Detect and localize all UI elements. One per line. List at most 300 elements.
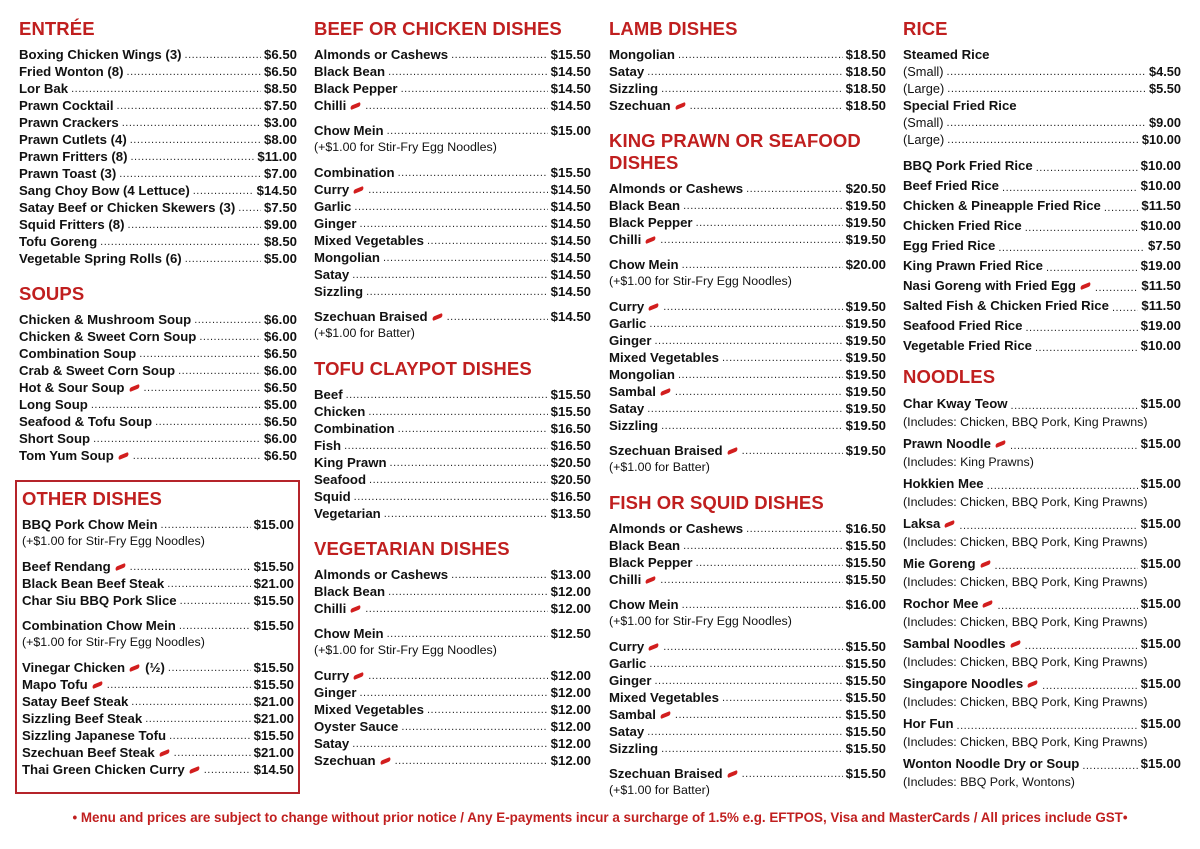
- menu-group: [314, 566, 591, 617]
- item-name-wrap: [19, 345, 136, 362]
- item-name-wrap: [609, 349, 719, 366]
- menu-item: [22, 592, 294, 609]
- menu-item: [314, 735, 591, 752]
- item-name-wrap: [903, 276, 1092, 296]
- item-price: $15.50: [845, 741, 886, 756]
- menu-item: [609, 689, 886, 706]
- menu-item: [903, 394, 1181, 414]
- item-name-wrap: [22, 659, 165, 676]
- item-name-wrap: [609, 332, 652, 349]
- item-price: $12.00: [550, 668, 591, 683]
- item-price: $19.50: [845, 350, 886, 365]
- menu-group: [314, 164, 591, 300]
- item-name-wrap: [19, 182, 190, 199]
- item-name: Lor Bak: [19, 81, 69, 96]
- dot-leader: [346, 388, 548, 403]
- section-title: [609, 130, 886, 174]
- item-price: $15.00: [1140, 636, 1181, 651]
- item-price: $12.00: [550, 601, 591, 616]
- item-price: $14.50: [550, 267, 591, 282]
- item-name-wrap: [314, 420, 395, 437]
- item-name-wrap: [609, 180, 743, 197]
- menu-item: [903, 176, 1181, 196]
- menu-item: [19, 311, 297, 328]
- item-price: $14.50: [550, 98, 591, 113]
- dot-leader: [155, 415, 261, 430]
- item-name-wrap: [609, 63, 644, 80]
- menu-item: [609, 63, 886, 80]
- item-price: $16.50: [550, 489, 591, 504]
- item-price: $19.00: [1140, 258, 1181, 273]
- item-name: Black Bean: [609, 538, 681, 553]
- dot-leader: [130, 560, 251, 575]
- item-name-wrap: [609, 672, 652, 689]
- item-note: (Includes: Chicken, BBQ Pork, King Prawns): [903, 415, 1148, 429]
- menu-item: [609, 256, 886, 273]
- menu-group: [22, 516, 294, 550]
- menu-group: [903, 674, 1181, 711]
- menu-item: [314, 63, 591, 80]
- chili-icon: [995, 441, 1007, 447]
- dot-leader: [1025, 639, 1138, 654]
- chili-icon: [1010, 641, 1022, 647]
- item-name-wrap: [609, 723, 644, 740]
- dot-leader: [174, 746, 251, 761]
- menu-group: [314, 122, 591, 156]
- item-name: Combination Soup: [19, 346, 137, 361]
- dot-leader: [678, 368, 843, 383]
- item-name: Hokkien Mee: [903, 476, 984, 491]
- menu-group: [903, 156, 1181, 356]
- menu-item: [609, 298, 886, 315]
- item-price: $15.00: [1140, 716, 1181, 731]
- dot-leader: [238, 201, 261, 216]
- item-name: Sizzling: [314, 284, 364, 299]
- chili-icon: [129, 665, 141, 671]
- item-price: $6.00: [263, 431, 297, 446]
- item-name: Satay Beef Steak: [22, 694, 129, 709]
- item-price: $19.50: [845, 384, 886, 399]
- item-name-wrap: [903, 714, 954, 734]
- item-name-wrap: [609, 197, 680, 214]
- item-name: Egg Fried Rice: [903, 238, 996, 253]
- item-price: $19.50: [845, 299, 886, 314]
- item-price: $7.00: [263, 166, 297, 181]
- item-price: $4.50: [1148, 64, 1181, 79]
- dot-leader: [352, 268, 547, 283]
- item-name: King Prawn Fried Rice: [903, 258, 1043, 273]
- dot-leader: [398, 422, 548, 437]
- item-name-wrap: [19, 46, 182, 63]
- dot-leader: [204, 763, 251, 778]
- item-price: $18.50: [845, 98, 886, 113]
- item-price: $3.00: [263, 115, 297, 130]
- menu-item: [314, 46, 591, 63]
- menu-item: [19, 80, 297, 97]
- menu-group: [19, 311, 297, 464]
- item-name-wrap: [314, 600, 362, 617]
- item-price: $15.50: [550, 404, 591, 419]
- item-price: $21.00: [253, 745, 294, 760]
- menu-item: [314, 752, 591, 769]
- item-name: Garlic: [314, 199, 352, 214]
- item-name: Nasi Goreng with Fried Egg: [903, 278, 1076, 293]
- chili-icon: [1080, 283, 1092, 289]
- menu-group: [903, 634, 1181, 671]
- item-price: $15.50: [845, 555, 886, 570]
- dot-leader: [360, 217, 548, 232]
- dot-leader: [647, 402, 842, 417]
- item-name: Prawn Fritters (8): [19, 149, 128, 164]
- dot-leader: [722, 691, 843, 706]
- item-name: Satay Beef or Chicken Skewers (3): [19, 200, 236, 215]
- item-price: $8.00: [263, 132, 297, 147]
- dot-leader: [742, 767, 843, 782]
- item-price: $6.50: [263, 448, 297, 463]
- item-price: $6.50: [263, 414, 297, 429]
- menu-item: [903, 674, 1181, 694]
- menu-item: [314, 386, 591, 403]
- item-price: $15.50: [845, 673, 886, 688]
- dot-leader: [678, 48, 843, 63]
- item-name: Garlic: [609, 316, 647, 331]
- dot-leader: [1025, 221, 1138, 236]
- item-name-wrap: [903, 156, 1033, 176]
- chili-icon: [980, 561, 992, 567]
- menu-item: [903, 216, 1181, 236]
- menu-group: [609, 180, 886, 248]
- item-name-wrap: [609, 638, 660, 655]
- dot-leader: [344, 439, 548, 454]
- chili-icon: [727, 771, 739, 777]
- item-name-wrap: [609, 366, 675, 383]
- item-name: Vegetable Fried Rice: [903, 338, 1032, 353]
- menu-item: [314, 403, 591, 420]
- dot-leader: [130, 150, 254, 165]
- menu-item: [19, 216, 297, 233]
- item-name: Ginger: [609, 333, 652, 348]
- item-name: Laksa: [903, 516, 941, 531]
- dot-leader: [169, 729, 251, 744]
- item-name-wrap: [903, 296, 1109, 316]
- section-other-dishes: [15, 480, 300, 794]
- item-name: Char Kway Teow: [903, 396, 1008, 411]
- section-title: VEGETARIAN DISHES: [314, 538, 510, 559]
- item-name: Steamed Rice: [903, 47, 990, 62]
- dot-leader: [957, 719, 1138, 734]
- item-price: $6.00: [263, 329, 297, 344]
- item-note: (+$1.00 for Batter): [609, 783, 710, 797]
- menu-item: [609, 46, 886, 63]
- dot-leader: [1010, 439, 1138, 454]
- dot-leader: [352, 737, 547, 752]
- item-name-wrap: [22, 727, 166, 744]
- item-name: Ginger: [609, 673, 652, 688]
- item-name-wrap: [903, 176, 999, 196]
- item-note: (+$1.00 for Stir-Fry Egg Noodles): [314, 643, 497, 657]
- dot-leader: [649, 657, 842, 672]
- chili-icon: [1027, 681, 1039, 687]
- menu-item: [609, 638, 886, 655]
- item-name: Seafood & Tofu Soup: [19, 414, 153, 429]
- item-name-wrap: [314, 454, 387, 471]
- item-price: $19.50: [845, 316, 886, 331]
- menu-item: [903, 754, 1181, 774]
- dot-leader: [661, 742, 843, 757]
- menu-item: [903, 554, 1181, 574]
- item-name-wrap: [609, 46, 675, 63]
- item-note: (Includes: Chicken, BBQ Pork, King Prawns): [903, 495, 1148, 509]
- menu-item: [314, 249, 591, 266]
- item-note: (Includes: King Prawns): [903, 455, 1034, 469]
- item-name-wrap: [903, 554, 992, 574]
- menu-item: [609, 97, 886, 114]
- item-name: Chicken & Mushroom Soup: [19, 312, 192, 327]
- item-name-wrap: [609, 442, 739, 459]
- item-name: Chicken Fried Rice: [903, 218, 1022, 233]
- item-name: Chicken & Pineapple Fried Rice: [903, 198, 1101, 213]
- item-name-wrap: [903, 474, 984, 494]
- item-name: Long Soup: [19, 397, 88, 412]
- menu-group: [19, 46, 297, 267]
- dot-leader: [995, 559, 1138, 574]
- menu-item: [19, 430, 297, 447]
- item-name: Seafood: [314, 472, 367, 487]
- item-price: $18.50: [845, 64, 886, 79]
- dot-leader: [193, 184, 254, 199]
- item-name-wrap: [314, 283, 363, 300]
- dot-leader: [427, 234, 548, 249]
- menu-item: [609, 672, 886, 689]
- menu-item-heading: [903, 46, 1181, 63]
- item-price: $13.00: [550, 567, 591, 582]
- item-price: $15.50: [253, 618, 294, 633]
- item-price: $16.00: [845, 597, 886, 612]
- item-price: $14.50: [253, 762, 294, 777]
- menu-item: [609, 596, 886, 613]
- item-price: $19.50: [845, 198, 886, 213]
- item-price: $10.00: [1140, 338, 1181, 353]
- item-note: (Includes: Chicken, BBQ Pork, King Prawns): [903, 735, 1148, 749]
- item-price: $19.50: [845, 443, 886, 458]
- item-price: $8.50: [263, 81, 297, 96]
- menu-item: [903, 256, 1181, 276]
- item-name: Chilli: [609, 232, 642, 247]
- dot-leader: [451, 48, 548, 63]
- menu-item: [22, 558, 294, 575]
- item-note: (Includes: Chicken, BBQ Pork, King Prawns): [903, 615, 1148, 629]
- menu-group: [314, 386, 591, 522]
- size-option: [903, 114, 1181, 131]
- menu-item: [314, 583, 591, 600]
- item-name-wrap: [609, 315, 646, 332]
- menu-item: [609, 366, 886, 383]
- menu-item: [609, 417, 886, 434]
- dot-leader: [959, 519, 1137, 534]
- menu-item: [903, 296, 1181, 316]
- item-name-wrap: [19, 97, 114, 114]
- dot-leader: [91, 398, 261, 413]
- item-name-wrap: [903, 754, 1079, 774]
- menu-item: [903, 594, 1181, 614]
- item-name-wrap: [19, 131, 127, 148]
- dot-leader: [1002, 181, 1138, 196]
- item-price: $9.00: [1148, 115, 1181, 130]
- menu-item: [19, 379, 297, 396]
- dot-leader: [360, 686, 548, 701]
- item-name-wrap: [19, 63, 124, 80]
- chili-icon: [118, 453, 130, 459]
- item-name: Chilli: [609, 572, 642, 587]
- menu-item: [609, 214, 886, 231]
- item-name: Chilli: [314, 601, 347, 616]
- item-name-wrap: [903, 196, 1101, 216]
- item-price: $15.50: [845, 766, 886, 781]
- item-price: $16.50: [845, 521, 886, 536]
- menu-item: [609, 231, 886, 248]
- dot-leader: [178, 364, 261, 379]
- menu-item: [314, 181, 591, 198]
- menu-item: [22, 659, 294, 676]
- item-name-wrap: [609, 596, 679, 613]
- dot-leader: [746, 522, 843, 537]
- item-price: $20.50: [550, 472, 591, 487]
- dot-leader: [661, 419, 843, 434]
- item-name-wrap: [314, 97, 362, 114]
- item-price: $15.50: [550, 47, 591, 62]
- item-price: $14.50: [550, 284, 591, 299]
- menu-column-1: [19, 18, 297, 810]
- item-name: Seafood Fried Rice: [903, 318, 1023, 333]
- menu-group: [903, 474, 1181, 511]
- menu-group: [903, 514, 1181, 551]
- dot-leader: [683, 539, 843, 554]
- item-price: $8.50: [263, 234, 297, 249]
- dot-leader: [366, 285, 548, 300]
- menu-group: [903, 594, 1181, 631]
- dot-leader: [682, 598, 843, 613]
- item-note: (+$1.00 for Batter): [314, 326, 415, 340]
- item-price: $15.00: [1140, 676, 1181, 691]
- chili-icon: [645, 237, 657, 243]
- item-name: Vinegar Chicken: [22, 660, 126, 675]
- item-name: Combination: [314, 421, 395, 436]
- item-price: $14.50: [550, 233, 591, 248]
- menu-item: [609, 349, 886, 366]
- item-name: Oyster Sauce: [314, 719, 399, 734]
- section-title: NOODLES: [903, 366, 996, 387]
- dot-leader: [368, 669, 547, 684]
- item-name: Sizzling Japanese Tofu: [22, 728, 167, 743]
- menu-item: [314, 600, 591, 617]
- item-name-wrap: [314, 215, 357, 232]
- item-name-wrap: [19, 250, 182, 267]
- item-name: Vegetable Spring Rolls (6): [19, 251, 182, 266]
- item-price: $10.00: [1141, 132, 1181, 147]
- item-name: Short Soup: [19, 431, 91, 446]
- menu-group: [903, 754, 1181, 791]
- dot-leader: [131, 695, 250, 710]
- menu-item: [314, 701, 591, 718]
- dot-leader: [997, 599, 1137, 614]
- section-title-line: KING PRAWN OR SEAFOOD: [609, 130, 861, 151]
- item-name: Mixed Vegetables: [314, 233, 424, 248]
- chili-icon: [648, 304, 660, 310]
- item-price: $7.50: [1147, 238, 1181, 253]
- item-price: $11.50: [1141, 278, 1181, 293]
- item-price: $5.00: [263, 397, 297, 412]
- item-name-wrap: [609, 706, 672, 723]
- item-name: Almonds or Cashews: [314, 47, 449, 62]
- item-name: Prawn Cutlets (4): [19, 132, 127, 147]
- dot-leader: [675, 708, 843, 723]
- dot-leader: [663, 300, 842, 315]
- item-name: Szechuan Beef Steak: [22, 745, 155, 760]
- dot-leader: [368, 183, 547, 198]
- item-price: $21.00: [253, 711, 294, 726]
- item-name: Mongolian: [609, 47, 675, 62]
- item-price: $6.50: [263, 47, 297, 62]
- item-price: $15.00: [1140, 476, 1181, 491]
- item-name-wrap: [609, 740, 658, 757]
- menu-item: [22, 761, 294, 778]
- item-name-wrap: [19, 216, 125, 233]
- chili-icon: [660, 712, 672, 718]
- item-name-wrap: [19, 362, 175, 379]
- dot-leader: [427, 703, 548, 718]
- menu-item: [19, 233, 297, 250]
- dot-leader: [383, 251, 548, 266]
- item-name-wrap: [314, 684, 357, 701]
- dot-leader: [690, 99, 843, 114]
- menu-item: [609, 655, 886, 672]
- menu-item: [19, 413, 297, 430]
- item-price: $15.50: [253, 559, 294, 574]
- size-label: (Large): [903, 132, 945, 147]
- dot-leader: [133, 449, 261, 464]
- dot-leader: [451, 568, 548, 583]
- menu-item: [19, 165, 297, 182]
- item-name: Curry: [314, 182, 350, 197]
- item-name-wrap: [314, 403, 365, 420]
- item-price: $12.00: [550, 736, 591, 751]
- item-name-wrap: [19, 328, 196, 345]
- item-name-wrap: [314, 46, 448, 63]
- menu-group: [609, 596, 886, 630]
- item-note: (Includes: BBQ Pork, Wontons): [903, 775, 1075, 789]
- item-name-wrap: [609, 417, 658, 434]
- menu-item: [609, 80, 886, 97]
- item-name-wrap: [903, 674, 1039, 694]
- item-name-wrap: [22, 744, 171, 761]
- dot-leader: [682, 258, 843, 273]
- item-price: $12.00: [550, 584, 591, 599]
- menu-item: [314, 667, 591, 684]
- item-price: $15.50: [845, 656, 886, 671]
- menu-group: [609, 638, 886, 757]
- menu-item: [314, 625, 591, 642]
- dot-leader: [947, 82, 1146, 97]
- chili-icon: [189, 767, 201, 773]
- menu-item: [903, 514, 1181, 534]
- dot-leader: [1104, 201, 1139, 216]
- menu-item: [314, 232, 591, 249]
- menu-item: [314, 420, 591, 437]
- item-name: Sang Choy Bow (4 Lettuce): [19, 183, 190, 198]
- item-name: Tofu Goreng: [19, 234, 98, 249]
- dot-leader: [93, 432, 261, 447]
- item-note: (+$1.00 for Batter): [609, 460, 710, 474]
